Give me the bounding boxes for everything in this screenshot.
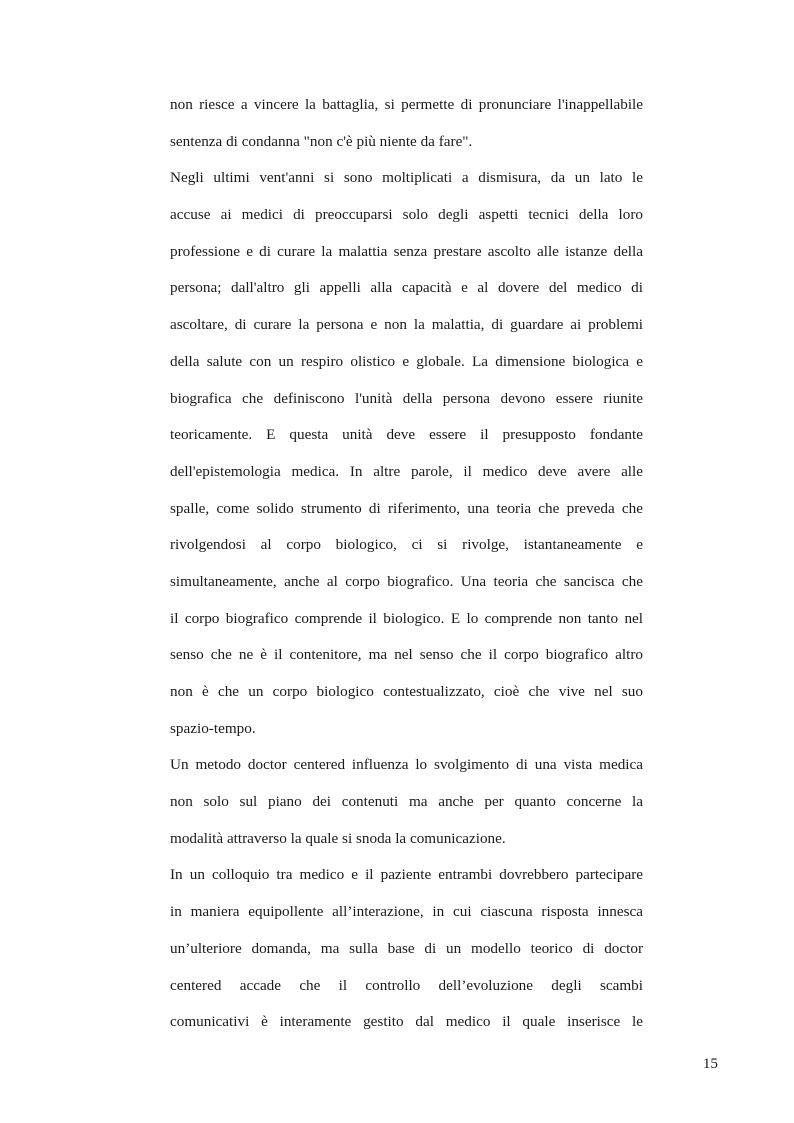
page-number: 15 (702, 1055, 718, 1072)
text-line: il corpo biografico comprende il biologico. E lo comprende non tanto nel (170, 609, 643, 627)
text-line: rivolgendosi al corpo biologico, ci si rivolge, istantaneamente e (170, 536, 643, 554)
text-line: un’ulteriore domanda, ma sulla base di un modello teorico di doctor (170, 939, 643, 957)
text-line: persona; dall'altro gli appelli alla capacità e al dovere del medico di (170, 279, 643, 297)
text-line: In un colloquio tra medico e il paziente entrambi dovrebbero partecipare (170, 866, 643, 884)
text-line: Negli ultimi vent'anni si sono moltiplicati a dismisura, da un lato le (170, 169, 643, 187)
text-line: della salute con un respiro olistico e globale. La dimensione biologica e (170, 352, 643, 370)
text-line: comunicativi è interamente gestito dal medico il quale inserisce le (170, 1013, 643, 1031)
text-line: accuse ai medici di preoccuparsi solo degli aspetti tecnici della loro (170, 206, 643, 224)
text-line: centered accade che il controllo dell’evoluzione degli scambi (170, 976, 643, 994)
text-line: non solo sul piano dei contenuti ma anche per quanto concerne la (170, 793, 643, 811)
text-line: non è che un corpo biologico contestualizzato, cioè che vive nel suo (170, 683, 643, 700)
text-line: dell'epistemologia medica. In altre parole, il medico deve avere alle (170, 462, 643, 480)
text-line: non riesce a vincere la battaglia, si permette di pronunciare l'inappellabile (170, 96, 643, 113)
text-line: in maniera equipollente all’interazione, in cui ciascuna risposta innesca (170, 903, 643, 921)
text-line: professione e di curare la malattia senza prestare ascolto alle istanze della (170, 242, 643, 260)
text-line: senso che ne è il contenitore, ma nel senso che il corpo biografico altro (170, 646, 643, 664)
text-line: sentenza di condanna "non c'è più niente da fare". (170, 132, 473, 150)
text-line: spazio-tempo. (170, 719, 256, 737)
text-line: teoricamente. E questa unità deve essere il presupposto fondante (170, 426, 643, 444)
text-line: spalle, come solido strumento di riferimento, una teoria che preveda che (170, 499, 643, 517)
document-body (170, 87, 643, 1041)
text-line: simultaneamente, anche al corpo biografico. Una teoria che sancisca che (170, 572, 643, 590)
text-line: biografica che definiscono l'unità della persona devono essere riunite (170, 389, 643, 407)
text-line: ascoltare, di curare la persona e non la malattia, di guardare ai problemi (170, 316, 643, 334)
text-line: Un metodo doctor centered influenza lo svolgimento di una vista medica (170, 756, 643, 774)
text-line: modalità attraverso la quale si snoda la comunicazione. (170, 829, 506, 847)
